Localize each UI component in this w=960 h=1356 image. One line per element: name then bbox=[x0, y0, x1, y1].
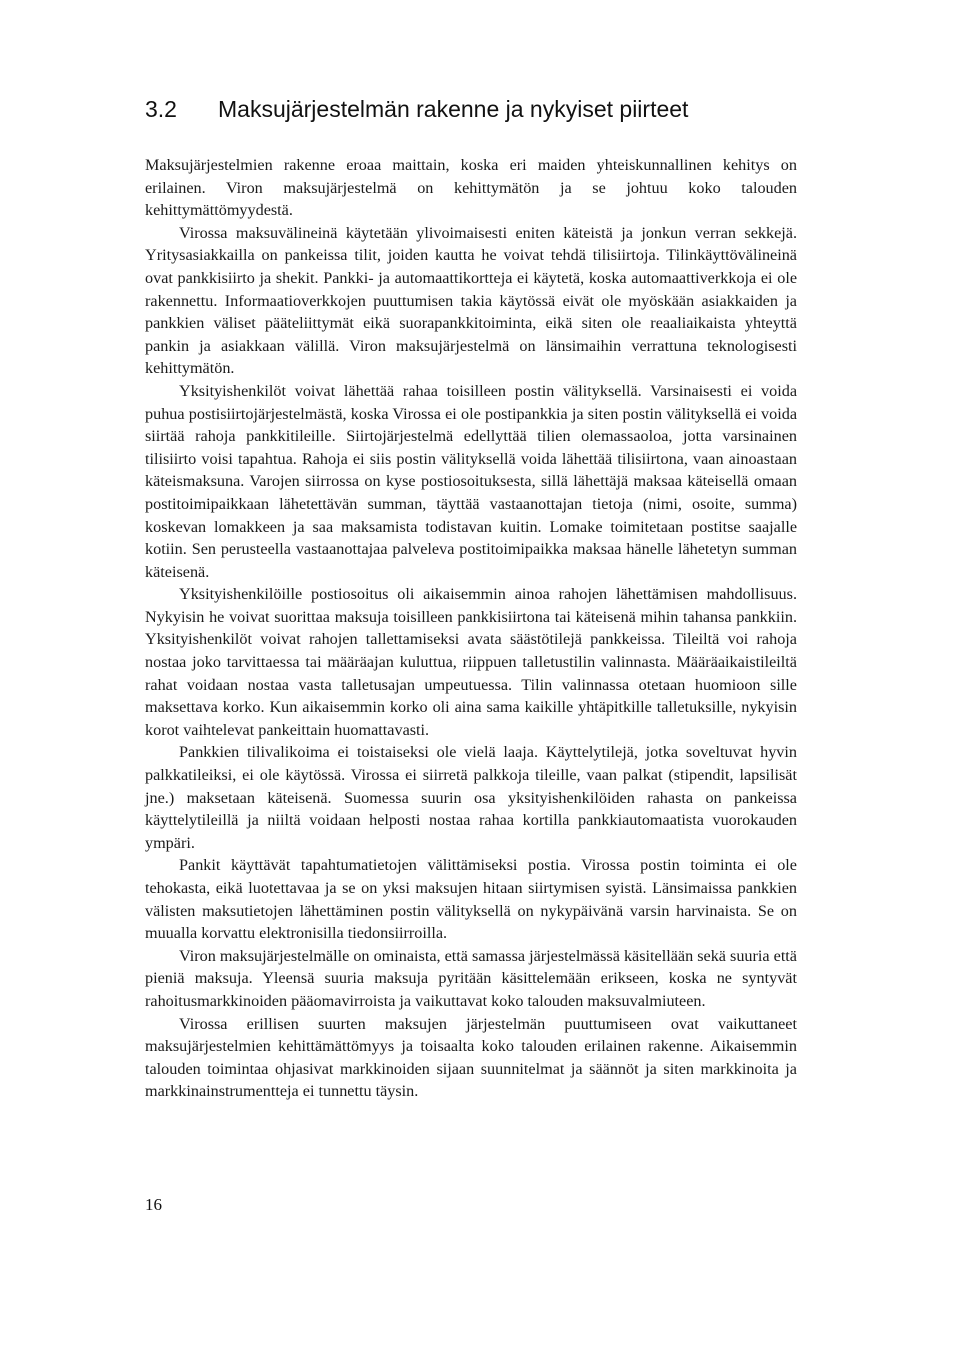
section-heading bbox=[145, 92, 845, 126]
paragraph: Maksujärjestelmien rakenne eroaa maittain, koska eri maiden yhteiskunnallinen kehitys on erilainen. Viron maksujärjestelmä on kehittymätön ja se johtuu koko talouden kehittymättömyydestä. bbox=[145, 156, 797, 220]
section-number: 3.2 bbox=[145, 96, 177, 122]
page-number: 16 bbox=[145, 1195, 162, 1214]
paragraph: Virossa maksuvälineinä käytetään ylivoimaisesti eniten käteistä ja jonkun verran sekkejä. Yritysasiakkailla on pankeissa tilit, joiden kautta he voivat tehdä tilisiirtoja. Tilinkäyttövälineinä ovat pankkisiirto ja shekit. Pankki- ja automaattikortteja ei käytetä, koska automaattiverkkoja ei ole rakennettu. Informaatioverkkojen puuttumisen takia käytössä eivät ole myöskään asiakkaiden ja pankkien väliset pääteliittymät eikä suorapankkitoiminta, eikä siten ole reaaliaikaista yhteyttä pankin ja asiakkaan välillä. Viron maksujärjestelmä on länsimaihin verrattuna teknologisesti kehittymätön. bbox=[145, 223, 797, 378]
section-title: Maksujärjestelmän rakenne ja nykyiset piirteet bbox=[218, 96, 689, 122]
paragraph: Viron maksujärjestelmälle on ominaista, että samassa järjestelmässä käsitellään sekä suuria että pieniä maksuja. Yleensä suuria maksuja pyritään käsittelemään erikseen, koska ne syntyvät rahoitusmarkkinoiden pääomavirroista ja vaikuttavat koko talouden maksuvalmiuteen. bbox=[145, 946, 797, 1010]
paragraph: Pankkien tilivalikoima ei toistaiseksi ole vielä laaja. Käyttelytilejä, jotka soveltuvat hyvin palkkatileiksi, ei ole käytössä. Virossa ei siirretä palkkoja tileille, vaan palkat (stipendit, lapsilisät jne.) maksetaan käteisenä. Suomessa suurin osa yksityishenkilöiden rahasta on pankeissa käyttelytileillä ja niiltä voidaan helposti nostaa rahaa kortilla pankkiautomaatista vuorokauden ympäri. bbox=[145, 743, 797, 852]
paragraph: Yksityishenkilöt voivat lähettää rahaa toisilleen postin välityksellä. Varsinaisesti ei voida puhua postisiirtojärjestelmästä, koska Virossa ei ole postipankkia ja siten postin välityksellä ei voida siirtää rahoja pankkitileille. Siirtojärjestelmä edellyttää tilien olemassaoloa, jotta varsinainen tilisiirto voisi tapahtua. Rahoja ei siis postin välityksellä voida lähettää tilisiirtona, vaan ainoastaan käteismaksuna. Varojen siirrossa on kyse postiosoituksesta, sillä lähettäjä maksaa käteisellä omaan postitoimipaikkaan lähetettävän summan, täyttää vastaanottajan tietoja (nimi, osoite, summa) koskevan lomakkeen ja saa maksamista todistavan kuitin. Lomake toimitetaan postitse saajalle kotiin. Sen perusteella vastaanottajaa palveleva postitoimipaikka maksaa hänelle lähetetyn summan käteisenä. bbox=[145, 381, 797, 581]
paragraph: Pankit käyttävät tapahtumatietojen välittämiseksi postia. Virossa postin toiminta ei ole tehokasta, eikä luotettavaa ja se on yksi maksujen hitaan siirtymisen syistä. Länsimaissa pankkien välisten maksutietojen lähettäminen postin välityksellä on nykypäivänä varsin harvinaista. Se on muualla korvattu elektronisilla tiedonsiirroilla. bbox=[145, 856, 797, 943]
paragraph: Yksityishenkilöille postiosoitus oli aikaisemmin ainoa rahojen lähettämisen mahdollisuus. Nykyisin he voivat suorittaa maksuja toisilleen pankkisiirtona tai käteisenä mihin tahansa pankkiin. Yksityishenkilöt voivat rahojen tallettamiseksi avata säästötilejä pankkeissa. Tileiltä voi rahoja nostaa joko tarvittaessa tai määräajan kuluttua, riippuen talletustilin valinnasta. Määräaikaistileiltä rahat voidaan nostaa vasta talletusajan umpeutuessa. Tilin valinnassa otetaan huomioon sille maksettava korko. Kun aikaisemmin korko oli aina sama kaikille yhtäpitkille talletuksille, nykyisin korot vaihtelevat pankeittain huomattavasti. bbox=[145, 585, 797, 739]
paragraph: Virossa erillisen suurten maksujen järjestelmän puuttumiseen ovat vaikuttaneet maksujärjestelmien kehittämättömyys ja toisaalta koko talouden erilainen rakenne. Aikaisemmin talouden toimintaa ohjasivat markkinoiden sijaan suunnitelmat ja säännöt ja siten markkinoita ja markkinainstrumentteja ei tunnettu täysin. bbox=[145, 1014, 797, 1101]
body-text bbox=[145, 154, 797, 1103]
